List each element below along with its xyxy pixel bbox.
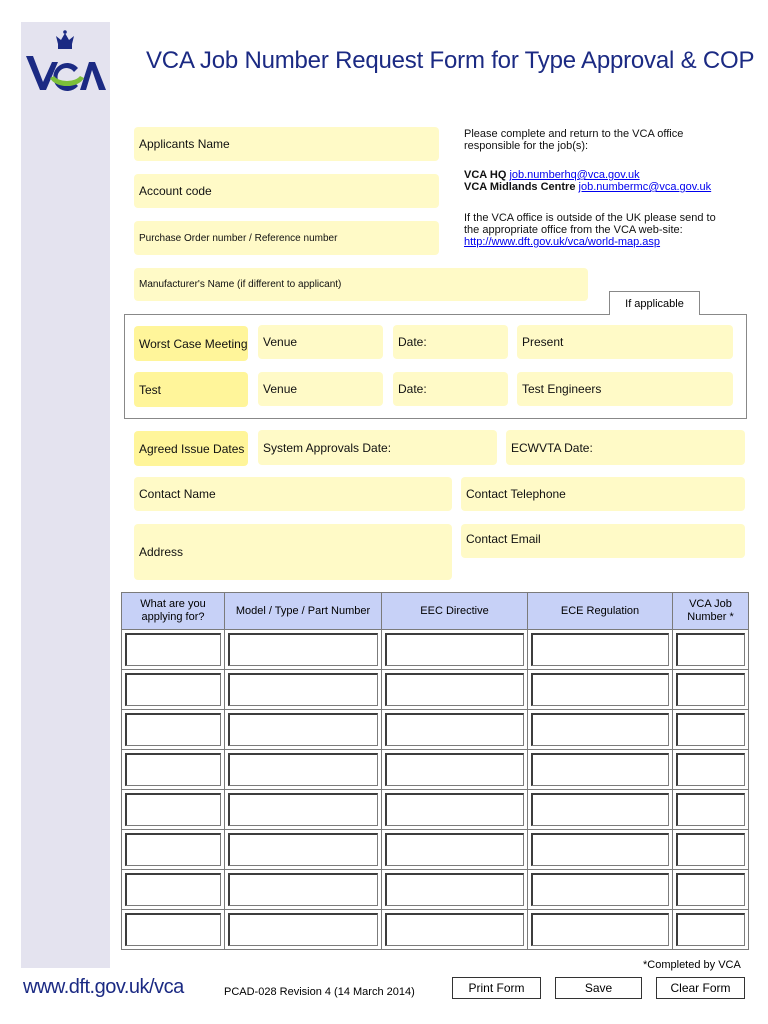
ece-regulation-input[interactable]: [531, 833, 669, 866]
table-row: [122, 670, 749, 710]
applying-for-input[interactable]: [125, 833, 221, 866]
applying-for-input[interactable]: [125, 873, 221, 906]
vca-job-number-input[interactable]: [676, 873, 745, 906]
ecwvta-date-label: ECWVTA Date:: [511, 440, 593, 455]
table-cell: [225, 870, 382, 910]
contact-name-field[interactable]: [134, 477, 452, 511]
applicants-name-field[interactable]: [134, 127, 439, 161]
table-cell: [673, 790, 749, 830]
table-cell: [673, 670, 749, 710]
ece-regulation-input[interactable]: [531, 633, 669, 666]
col-header-ece-regulation: ECE Regulation: [528, 593, 673, 630]
contact-name-label: Contact Name: [139, 487, 216, 501]
date-1-field[interactable]: [393, 325, 508, 359]
manufacturer-name-label: Manufacturer's Name (if different to applicant): [139, 279, 342, 290]
table-cell: [382, 670, 528, 710]
col-header-eec-directive: EEC Directive: [382, 593, 528, 630]
table-cell: [122, 670, 225, 710]
table-cell: [225, 630, 382, 670]
ece-regulation-input[interactable]: [531, 913, 669, 946]
overseas-line-1: If the VCA office is outside of the UK please send to: [464, 212, 716, 224]
vca-job-number-input[interactable]: [676, 793, 745, 826]
vca-job-number-input[interactable]: [676, 633, 745, 666]
venue-1-label: Venue: [263, 335, 298, 349]
table-cell: [673, 630, 749, 670]
vca-job-number-input[interactable]: [676, 673, 745, 706]
vca-job-number-input[interactable]: [676, 833, 745, 866]
table-cell: [382, 910, 528, 950]
table-row: [122, 870, 749, 910]
world-map-link[interactable]: http://www.dft.gov.uk/vca/world-map.asp: [464, 236, 661, 248]
worst-case-meeting-label: Worst Case Meeting: [139, 336, 248, 351]
table-cell: [528, 910, 673, 950]
eec-directive-input[interactable]: [385, 793, 524, 826]
date-2-field[interactable]: [393, 372, 508, 406]
table-header-row: [122, 593, 749, 630]
vca-job-number-input[interactable]: [676, 713, 745, 746]
applying-for-input[interactable]: [125, 633, 221, 666]
table-cell: [122, 830, 225, 870]
model-input[interactable]: [228, 753, 378, 786]
table-cell: [528, 830, 673, 870]
ece-regulation-input[interactable]: [531, 673, 669, 706]
applying-for-input[interactable]: [125, 753, 221, 786]
instructions-line-2: responsible for the job(s):: [464, 140, 589, 152]
table-cell: [225, 830, 382, 870]
table-cell: [122, 750, 225, 790]
applying-for-input[interactable]: [125, 913, 221, 946]
table-cell: [122, 630, 225, 670]
system-approvals-date-field[interactable]: [258, 430, 497, 465]
table-cell: [122, 870, 225, 910]
table-row: [122, 910, 749, 950]
overseas-line-2: the appropriate office from the VCA web-site:: [464, 224, 683, 236]
eec-directive-input[interactable]: [385, 873, 524, 906]
table-cell: [225, 710, 382, 750]
account-code-field[interactable]: [134, 174, 439, 208]
table-cell: [528, 790, 673, 830]
venue-1-field[interactable]: [258, 325, 383, 359]
eec-directive-input[interactable]: [385, 913, 524, 946]
instructions-text: [464, 128, 683, 152]
instructions-line-1: Please complete and return to the VCA office: [464, 128, 684, 140]
contact-email-field[interactable]: [461, 524, 745, 558]
ece-regulation-input[interactable]: [531, 753, 669, 786]
table-row: [122, 630, 749, 670]
save-button[interactable]: Save: [555, 977, 642, 999]
table-cell: [382, 790, 528, 830]
table-cell: [382, 750, 528, 790]
applying-for-input[interactable]: [125, 713, 221, 746]
overseas-instructions: [464, 212, 716, 248]
test-checkbox[interactable]: [134, 372, 248, 407]
model-input[interactable]: [228, 673, 378, 706]
table-row: [122, 750, 749, 790]
table-cell: [673, 910, 749, 950]
completed-by-vca-note: *Completed by VCA: [643, 959, 741, 971]
left-sidebar-band: [21, 22, 110, 968]
ece-regulation-input[interactable]: [531, 873, 669, 906]
agreed-issue-dates-label: Agreed Issue Dates: [139, 441, 245, 456]
model-input[interactable]: [228, 713, 378, 746]
table-cell: [528, 630, 673, 670]
table-cell: [528, 870, 673, 910]
present-label: Present: [522, 335, 564, 349]
if-applicable-tab: If applicable: [609, 291, 700, 315]
table-cell: [673, 750, 749, 790]
mc-contact: [464, 181, 711, 193]
date-1-label: Date:: [398, 335, 427, 349]
address-field[interactable]: [134, 524, 452, 580]
applicants-name-label: Applicants Name: [139, 137, 230, 151]
office-contacts: [464, 169, 711, 193]
mc-email-link[interactable]: job.numbermc@vca.gov.uk: [578, 181, 712, 193]
table-cell: [673, 870, 749, 910]
purchase-order-label: Purchase Order number / Reference number: [139, 232, 338, 244]
test-engineers-label: Test Engineers: [522, 382, 602, 396]
table-cell: [528, 710, 673, 750]
test-label: Test: [139, 382, 162, 397]
table-cell: [673, 830, 749, 870]
table-row: [122, 710, 749, 750]
model-input[interactable]: [228, 633, 378, 666]
table-cell: [382, 710, 528, 750]
model-input[interactable]: [228, 833, 378, 866]
col-header-vca-job-number: VCA Job Number *: [673, 593, 749, 630]
model-input[interactable]: [228, 913, 378, 946]
eec-directive-input[interactable]: [385, 753, 524, 786]
manufacturer-name-field[interactable]: [134, 268, 588, 301]
ece-regulation-input[interactable]: [531, 713, 669, 746]
table-body: [122, 630, 749, 950]
applying-for-input[interactable]: [125, 673, 221, 706]
account-code-label: Account code: [139, 184, 212, 198]
vca-logo: [22, 28, 108, 92]
agreed-issue-dates-checkbox[interactable]: [134, 431, 248, 466]
contact-email-label: Contact Email: [466, 532, 541, 546]
table-cell: [122, 710, 225, 750]
table-row: [122, 790, 749, 830]
purchase-order-field[interactable]: [134, 221, 439, 255]
hq-contact: [464, 169, 711, 181]
eec-directive-input[interactable]: [385, 673, 524, 706]
system-approvals-date-label: System Approvals Date:: [263, 440, 392, 455]
applying-for-input[interactable]: [125, 793, 221, 826]
venue-2-label: Venue: [263, 382, 298, 396]
worst-case-meeting-checkbox[interactable]: [134, 326, 248, 361]
table-cell: [673, 710, 749, 750]
model-input[interactable]: [228, 873, 378, 906]
vca-job-number-input[interactable]: [676, 913, 745, 946]
date-2-label: Date:: [398, 382, 427, 396]
revision-label: PCAD-028 Revision 4 (14 March 2014): [224, 986, 415, 998]
table-cell: [382, 630, 528, 670]
mc-label: VCA Midlands Centre: [464, 181, 576, 193]
eec-directive-input[interactable]: [385, 633, 524, 666]
application-table: [121, 592, 749, 950]
crown-icon: [56, 30, 74, 49]
table-cell: [225, 910, 382, 950]
contact-telephone-label: Contact Telephone: [466, 487, 566, 501]
table-cell: [225, 670, 382, 710]
clear-form-button[interactable]: Clear Form: [656, 977, 745, 999]
col-header-model: Model / Type / Part Number: [225, 593, 382, 630]
page-title: VCA Job Number Request Form for Type Approval & COP: [146, 47, 755, 74]
hq-label: VCA HQ: [464, 169, 507, 181]
table-cell: [225, 790, 382, 830]
test-engineers-field[interactable]: [517, 372, 733, 406]
present-field[interactable]: [517, 325, 733, 359]
venue-2-field[interactable]: [258, 372, 383, 406]
model-input[interactable]: [228, 793, 378, 826]
eec-directive-input[interactable]: [385, 833, 524, 866]
table-cell: [382, 830, 528, 870]
eec-directive-input[interactable]: [385, 713, 524, 746]
ece-regulation-input[interactable]: [531, 793, 669, 826]
table-cell: [528, 750, 673, 790]
hq-email-link[interactable]: job.numberhq@vca.gov.uk: [509, 169, 640, 181]
table-cell: [122, 910, 225, 950]
table-cell: [528, 670, 673, 710]
ecwvta-date-field[interactable]: [506, 430, 745, 465]
vca-job-number-input[interactable]: [676, 753, 745, 786]
print-form-button[interactable]: Print Form: [452, 977, 541, 999]
address-label: Address: [139, 545, 184, 559]
table-cell: [225, 750, 382, 790]
table-cell: [122, 790, 225, 830]
table-row: [122, 830, 749, 870]
table-cell: [382, 870, 528, 910]
contact-telephone-field[interactable]: [461, 477, 745, 511]
footer-website: www.dft.gov.uk/vca: [23, 976, 184, 998]
col-header-applying-for: What are you applying for?: [122, 593, 225, 630]
